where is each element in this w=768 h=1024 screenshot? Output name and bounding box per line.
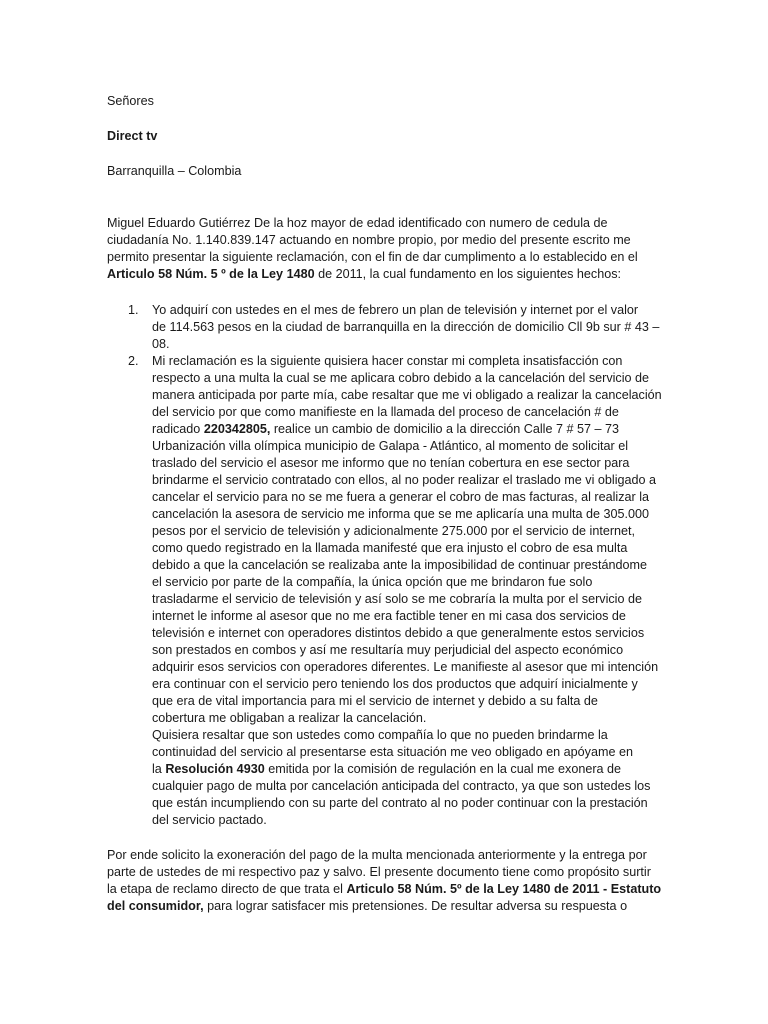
legal-reference: Articulo 58 Núm. 5º de la Ley 1480 de 2011 - Estatuto	[346, 882, 662, 896]
text-line: como quedo registrado en la llamada manifesté que era injusto el cobro de esa multa	[152, 541, 628, 555]
text-line: Miguel Eduardo Gutiérrez De la hoz mayor de edad identificado con numero de cedula de	[107, 216, 608, 230]
resolution-reference: Resolución 4930	[165, 762, 265, 776]
text-line: traslado del servicio el asesor me informo que no tenían cobertura en ese sector para	[152, 456, 630, 470]
list-number: 2.	[128, 354, 139, 368]
text-line: el servicio por parte de la compañía, la única opción que me brindaron fue solo	[152, 575, 593, 589]
text-line: parte de ustedes de mi respectivo paz y salvo. El presente documento tiene como propósito surtir	[107, 865, 651, 879]
text-line: cobertura me obligaban a realizar la cancelación.	[152, 711, 427, 725]
text-line: Quisiera resaltar que son ustedes como compañía lo que no pueden brindarme la	[152, 728, 608, 742]
text-line: Yo adquirí con ustedes en el mes de febrero un plan de televisión y internet por el valor	[152, 303, 639, 317]
text-line: de 114.563 pesos en la ciudad de barranquilla en la dirección de domicilio Cll 9b sur # 43 –	[152, 320, 660, 334]
text-line: respecto a una multa la cual se me aplicara cobro debido a la cancelación del servicio de	[152, 371, 650, 385]
text-line: cualquier pago de multa por cancelación anticipada del contracto, ya que son ustedes los	[152, 779, 651, 793]
text-line: pesos por el servicio de televisión y adicionalmente 275.000 por el servicio de internet,	[152, 524, 636, 538]
text-line: ciudadanía No. 1.140.839.147 actuando en nombre propio, por medio del presente escrito me	[107, 233, 631, 247]
text-line: continuidad del servicio al presentarse esta situación me veo obligado en apóyame en	[152, 745, 633, 759]
text-line: Urbanización villa olímpica municipio de Galapa - Atlántico, al momento de solicitar el	[152, 439, 628, 453]
text-line: 08.	[152, 337, 170, 351]
text-line: manera anticipada por parte mía, cabe resaltar que me vi obligado a realizar la cancelación	[152, 388, 662, 402]
text-line: internet le informe al asesor que no me era factible tener en mi casa dos servicios de	[152, 609, 626, 623]
text-line: Mi reclamación es la siguiente quisiera hacer constar mi completa insatisfacción con	[152, 354, 623, 368]
legal-reference: del consumidor,	[107, 899, 204, 913]
recipient-city: Barranquilla – Colombia	[107, 164, 242, 178]
recipient-company: Direct tv	[107, 129, 158, 143]
text-line: del servicio pactado.	[152, 813, 267, 827]
text-line: que era de vital importancia para mi el servicio de internet y debido a su falta de	[152, 694, 598, 708]
text-line: del servicio por que como manifieste en la llamada del proceso de cancelación # de	[152, 405, 619, 419]
legal-reference: Articulo 58 Núm. 5 º de la Ley 1480	[107, 267, 315, 281]
text-line: radicado 220342805, realice un cambio de domicilio a la dirección Calle 7 # 57 – 73	[152, 422, 619, 436]
text-line: la Resolución 4930 emitida por la comisión de regulación en la cual me exonera de	[152, 762, 622, 776]
text-line: Articulo 58 Núm. 5 º de la Ley 1480 de 2011, la cual fundamento en los siguientes hechos:	[107, 267, 622, 281]
list-number: 1.	[128, 303, 139, 317]
text-line: debido a que la cancelación se realizaba ante la imposibilidad de continuar prestándome	[152, 558, 647, 572]
text-line: adquirir esos servicios con operadores diferentes. Le manifieste al asesor que mi intención	[152, 660, 659, 674]
text-line: Por ende solicito la exoneración del pago de la multa mencionada anteriormente y la entrega por	[107, 848, 647, 862]
salutation: Señores	[107, 94, 154, 108]
text-line: cancelación la asesora de servicio me informa que se me aplicaría una multa de 305.000	[152, 507, 650, 521]
text-line: cancelar el servicio para no se me fuera a generar el cobro de mas facturas, al realizar la	[152, 490, 649, 504]
text-line: son prestados en combos y así me resultaría muy perjudicial del aspecto económico	[152, 643, 624, 657]
text-line: del consumidor, para lograr satisfacer mis pretensiones. De resultar adversa su respuesta o	[107, 899, 628, 913]
text-line: la etapa de reclamo directo de que trata el Articulo 58 Núm. 5º de la Ley 1480 de 2011 - Estatuto	[107, 882, 662, 896]
text-line: era continuar con el servicio pero teniendo los dos productos que adquirí inicialmente y	[152, 677, 638, 691]
text-line: televisión e internet con operadores distintos debido a que generalmente estos servicios	[152, 626, 645, 640]
text-line: trasladarme el servicio de televisión y así solo se me cobraría la multa por el servicio de	[152, 592, 642, 606]
text-line: brindarme el servicio contratado con ellos, al no poder realizar el traslado me vi obligado a	[152, 473, 657, 487]
text-line: permito presentar la siguiente reclamación, con el fin de dar cumplimento a lo establecido en el	[107, 250, 638, 264]
radicado-number: 220342805,	[203, 422, 271, 436]
text-line: que están incumpliendo con su parte del contrato al no poder continuar con la prestación	[152, 796, 648, 810]
